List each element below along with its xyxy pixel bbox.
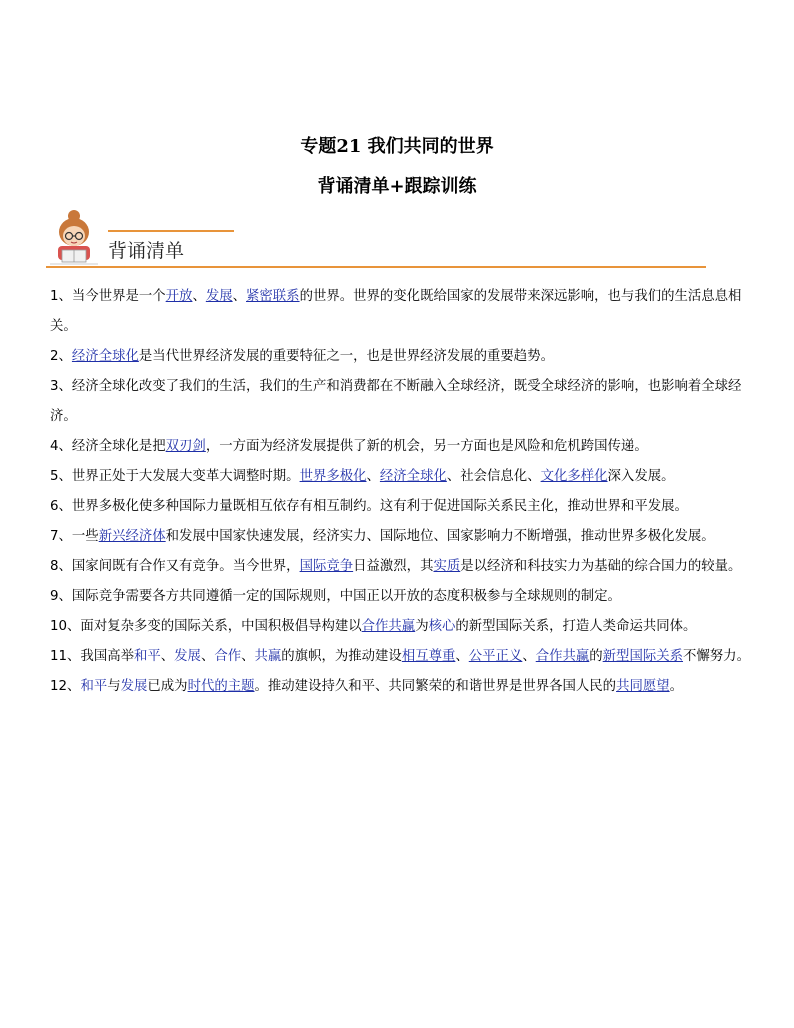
section-divider	[46, 266, 706, 268]
item-text: 3、经济全球化改变了我们的生活，我们的生产和消费都在不断融入全球经济，既受全球经济的影响，也影响着全球经济。	[50, 379, 742, 424]
keyword: 开放	[165, 289, 193, 304]
item-text: 7、一些	[50, 529, 99, 544]
keyword: 经济全球化	[379, 469, 447, 484]
keyword: 发展	[205, 289, 233, 304]
keyword: 和平	[134, 649, 161, 664]
item-text: 是当代世界经济发展的重要特征之一，也是世界经济发展的重要趋势。	[138, 349, 554, 364]
keyword: 合作	[214, 649, 242, 664]
reading-girl-icon	[46, 208, 102, 268]
keyword: 世界多极化	[299, 469, 367, 484]
item-text: 不懈努力。	[683, 649, 750, 664]
item-text: 。推动建设持久和平、共同繁荣的和谐世界是世界各国人民的	[254, 679, 617, 694]
item-text: 11、我国高举	[50, 649, 134, 664]
item-text: 5、世界正处于大发展大变革大调整时期。	[50, 469, 300, 484]
item-text: 的旗帜，为推动建设	[281, 649, 402, 664]
item-text: 、	[160, 649, 175, 664]
banner-accent-line	[108, 230, 234, 232]
keyword: 和平	[80, 679, 108, 694]
list-item	[50, 432, 750, 462]
keyword: 共赢	[254, 649, 282, 664]
list-item	[50, 342, 750, 372]
list-item	[50, 372, 750, 432]
keyword: 双刃剑	[165, 439, 206, 454]
item-text: 的世界。世界的变化既给国家的发展带来深远影响，也与我们的生活息息相关。	[50, 289, 742, 334]
item-text: 、社会信息化、	[446, 469, 541, 484]
item-text: 、	[522, 649, 536, 664]
list-item	[50, 672, 750, 702]
item-text: ，一方面为经济发展提供了新的机会，另一方面也是风险和危机跨国传递。	[205, 439, 648, 454]
keyword: 公平正义	[468, 649, 523, 664]
item-text: 、	[241, 649, 255, 664]
item-text: 已成为	[147, 679, 188, 694]
keyword: 文化多样化	[540, 469, 608, 484]
keyword: 相互尊重	[401, 649, 456, 664]
keyword: 国际竞争	[299, 559, 354, 574]
item-text: 与	[107, 679, 121, 694]
list-item	[50, 552, 750, 582]
list-item	[50, 522, 750, 552]
item-text: 2、	[50, 349, 72, 364]
item-text: 、	[455, 649, 469, 664]
item-text: 6、世界多极化使多种国际力量既相互依存有相互制约。这有利于促进国际关系民主化，推动世界和平发展。	[50, 499, 688, 514]
keyword: 合作共赢	[535, 649, 590, 664]
list-item	[50, 282, 750, 342]
item-text: 、	[232, 289, 246, 304]
keyword: 时代的主题	[187, 679, 255, 694]
item-text: 日益激烈，其	[353, 559, 434, 574]
item-text: 。	[669, 679, 684, 694]
keyword: 核心	[428, 619, 456, 634]
list-item	[50, 492, 750, 522]
list-item	[50, 642, 750, 672]
item-text: 深入发展。	[607, 469, 675, 484]
keyword: 共同愿望	[616, 679, 670, 694]
item-text: 的新型国际关系，打造人类命运共同体。	[455, 619, 697, 634]
section-banner	[46, 208, 726, 272]
item-text: 9、国际竞争需要各方共同遵循一定的国际规则，中国正以开放的态度积极参与全球规则的制定。	[50, 589, 621, 604]
item-text: 的	[589, 649, 603, 664]
item-text: 为	[415, 619, 429, 634]
keyword: 发展	[120, 679, 148, 694]
page-title: 专题21 我们共同的世界	[300, 136, 494, 157]
item-text: 、	[192, 289, 206, 304]
item-text: 8、国家间既有合作又有竞争。当今世界，	[50, 559, 300, 574]
item-text: 和发展中国家快速发展，经济实力、国际地位、国家影响力不断增强，推动世界多极化发展。	[165, 529, 715, 544]
recitation-list	[50, 282, 750, 702]
section-label: 背诵清单	[108, 240, 185, 262]
keyword: 紧密联系	[246, 289, 300, 304]
keyword: 经济全球化	[71, 349, 139, 364]
keyword: 实质	[433, 559, 461, 574]
list-item	[50, 582, 750, 612]
item-text: 、	[366, 469, 380, 484]
page-subtitle: 背诵清单+跟踪训练	[317, 176, 477, 197]
item-text: 10、面对复杂多变的国际关系，中国积极倡导构建以	[50, 619, 362, 634]
list-item	[50, 612, 750, 642]
keyword: 新型国际关系	[602, 649, 684, 664]
keyword: 发展	[174, 649, 201, 664]
item-text: 12、	[50, 679, 81, 694]
item-text: 1、当今世界是一个	[50, 289, 166, 304]
list-item	[50, 462, 750, 492]
keyword: 合作共赢	[361, 619, 416, 634]
keyword: 新兴经济体	[98, 529, 166, 544]
item-text: 是以经济和科技实力为基础的综合国力的较量。	[460, 559, 742, 574]
item-text: 、	[200, 649, 215, 664]
item-text: 4、经济全球化是把	[50, 439, 166, 454]
